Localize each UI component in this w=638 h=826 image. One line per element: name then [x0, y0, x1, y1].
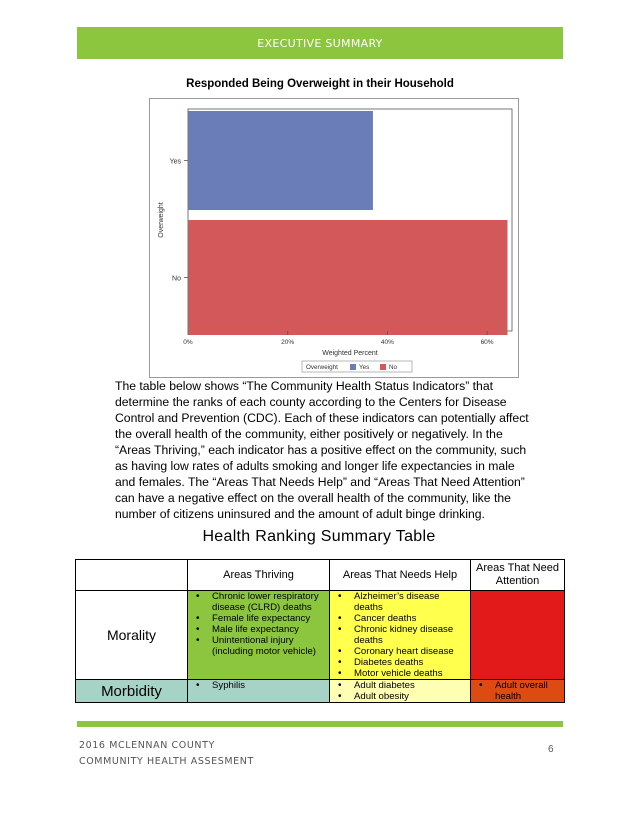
list-item: • Adult obesity: [330, 691, 470, 702]
table-row-morality: [76, 591, 565, 680]
legend-title: Overweight: [306, 364, 338, 371]
cell-morbidity-attention: [471, 680, 565, 703]
x-axis-label: Weighted Percent: [322, 350, 378, 357]
y-axis-label: Overweight: [158, 202, 165, 238]
cell-morbidity-thriving: [188, 680, 330, 703]
row-label-morality: Morality: [76, 591, 188, 680]
legend-swatch-yes: [350, 364, 356, 370]
health-ranking-table: [75, 559, 565, 703]
list-item: • Syphilis: [188, 680, 329, 691]
bar-yes: [189, 112, 372, 210]
list-item: • Motor vehicle deaths: [330, 668, 470, 679]
y-tick-label-yes: Yes: [169, 158, 181, 166]
section-header-title: EXECUTIVE SUMMARY: [257, 36, 383, 50]
list-item: • Alzheimer’s disease deaths: [330, 591, 470, 613]
legend-label-yes: Yes: [359, 364, 370, 371]
chart-title: Responded Being Overweight in their Household: [186, 78, 454, 90]
list-morality-needs-help: [330, 591, 470, 679]
row-label-morbidity: Morbidity: [76, 680, 188, 703]
table-header-row: [76, 560, 565, 591]
header-areas-need-attention: Areas That Need Attention: [471, 560, 565, 591]
footer-rule: [77, 721, 563, 727]
list-item: • Adult overall health: [471, 680, 564, 702]
footer-line-1: 2016 MCLENNAN COUNTY: [79, 740, 215, 751]
cell-morality-needs-help: [330, 591, 471, 680]
y-tick-label-no: No: [172, 275, 181, 283]
header-areas-needs-help: Areas That Needs Help: [330, 560, 471, 591]
cell-morality-thriving: [188, 591, 330, 680]
legend-label-no: No: [389, 364, 398, 371]
list-morbidity-needs-help: [330, 680, 470, 702]
x-tick-label: 40%: [380, 339, 394, 346]
page-number: 6: [548, 744, 554, 755]
cell-morbidity-needs-help: [330, 680, 471, 703]
bar-chart: [149, 98, 519, 378]
list-item: • Unintentional injury (including motor vehicle): [188, 635, 329, 657]
list-item: • Female life expectancy: [188, 613, 329, 624]
list-item: • Chronic lower respiratory disease (CLRD) deaths: [188, 591, 329, 613]
list-item: • Male life expectancy: [188, 624, 329, 635]
list-item: • Diabetes deaths: [330, 657, 470, 668]
header-empty: [76, 560, 188, 591]
list-item: • Cancer deaths: [330, 613, 470, 624]
list-item: • Adult diabetes: [330, 680, 470, 691]
section-header-bar: [77, 27, 563, 59]
intro-paragraph: The table below shows “The Community Health Status Indicators” that determine the ranks of each county according to the Centers for Disease Control and Prevention (CDC). Each of these indicators can potentially affect the overall health of the community, either positively or negatively. In the “Areas Thriving,” each indicator has a positive effect on the community, such as having low rates of adults smoking and longer life expectancies in male and females. The “Areas That Needs Help” and “Areas That Need Attention” can have a negative effect on the overall health of the community, like the number of citizens uninsured and the amount of adult binge drinking.: [115, 379, 529, 521]
list-morality-thriving: [188, 591, 329, 657]
footer-text: [79, 738, 254, 770]
x-tick-label: 20%: [281, 339, 295, 346]
list-item: • Coronary heart disease: [330, 646, 470, 657]
footer-line-2: COMMUNITY HEALTH ASSESMENT: [79, 756, 254, 767]
x-tick-label: 60%: [480, 339, 494, 346]
table-row-morbidity: [76, 680, 565, 703]
cell-morality-attention: [471, 591, 565, 680]
list-morbidity-attention: [471, 680, 564, 702]
bar-no: [189, 221, 507, 335]
x-tick-label: 0%: [183, 339, 193, 346]
list-morbidity-thriving: [188, 680, 329, 691]
header-areas-thriving: Areas Thriving: [188, 560, 330, 591]
legend-swatch-no: [380, 364, 386, 370]
list-item: • Chronic kidney disease deaths: [330, 624, 470, 646]
bar-chart-svg: [150, 99, 518, 377]
table-title: Health Ranking Summary Table: [202, 528, 436, 545]
